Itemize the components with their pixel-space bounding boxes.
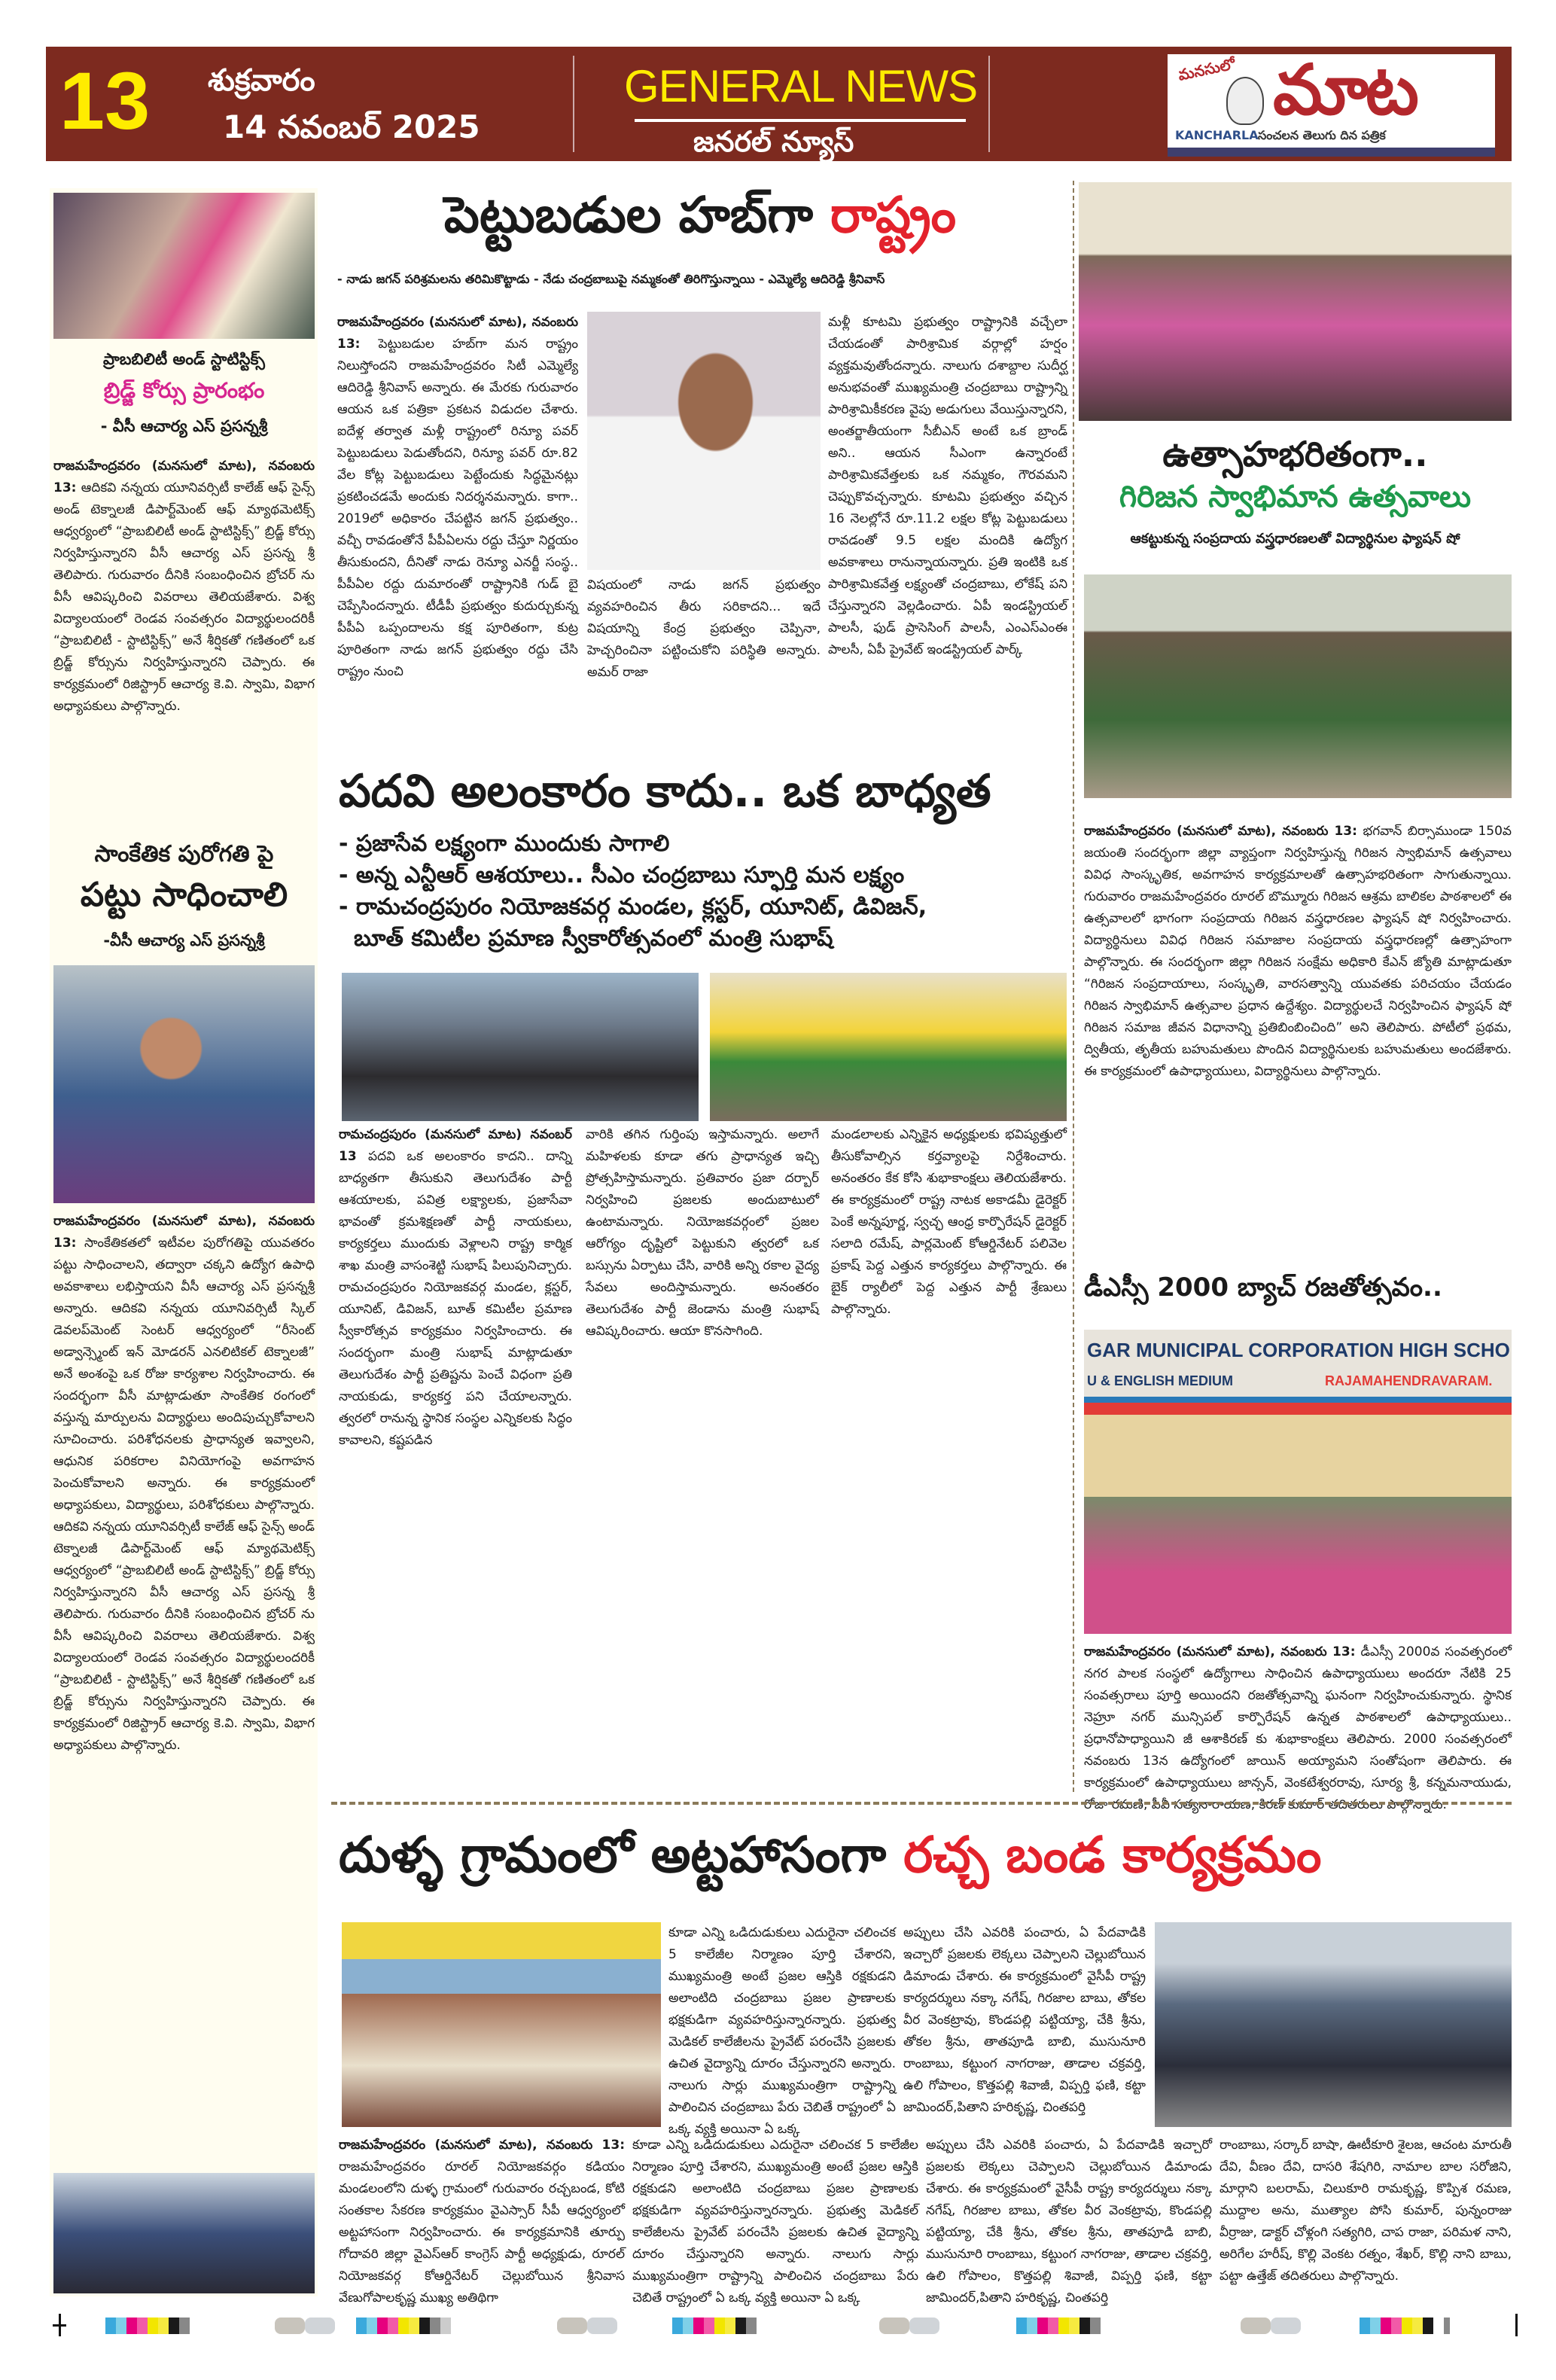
print-color-bar	[356, 2318, 451, 2334]
article-body	[1084, 821, 1512, 1242]
print-gray-patch	[1241, 2318, 1301, 2334]
bike-rally-photo	[342, 973, 699, 1121]
article-text: మళ్లీ కూటమి ప్రభుత్వం రాష్ట్రానికి వచ్చేలా చేయడంతో పారిశ్రామిక వర్గాల్లో హర్షం వ్యక్తమవుతోందన్నారు. నాలుగు దశాబ్దాల సుదీర్ఘ అనుభవంతో ముఖ్యమంత్రి చంద్రబాబు రాష్ట్రాన్ని పారిశ్రామికీకరణ వైపు అడుగులు వేయిస్తున్నారని, అంతర్జాతీయంగా సీబీఎన్ అంటే ఒక బ్రాండ్ అని.. ఆయన సీఎంగా ఉన్నారంటే పారిశ్రామికవేత్తలకు ఒక నమ్మకం, గౌరవమని చెప్పుకొవచ్చన్నారు. కూటమి ప్రభుత్వం వచ్చిన 16 నెలల్లోనే రూ.11.2 లక్షల కోట్ల పెట్టుబడులు రావడంతో 9.5 లక్షల మందికి ఉద్యోగ అవకాశాలు రానున్నాయన్నారు. ప్రతి ఇంటికి ఒక పారిశ్రామికవేత్త లక్ష్యంతో చంద్రబాబు, లోకేష్ పని చేస్తున్నారని వెల్లడించారు. ఏపీ ఇండస్ట్రియల్ పాలసీ, ఫుడ్ ప్రాసెసింగ్ పాలసీ, ఎంఎస్ఎంఈ పాలసీ, ఏపీ ప్రైవేట్ ఇండస్ట్రియల్ పార్క్	[828, 315, 1067, 657]
school-sign-text: U & ENGLISH MEDIUM	[1087, 1373, 1234, 1388]
column-divider	[1073, 181, 1074, 1792]
print-gray-patch	[275, 2318, 335, 2334]
article-body	[587, 574, 821, 755]
headline-black: దుళ్ళ గ్రామంలో అట్టహాసంగా	[339, 1826, 887, 1884]
article-body	[632, 2135, 918, 2327]
headline: పట్టు సాధించాలి	[80, 876, 288, 914]
crop-mark	[53, 2324, 66, 2327]
article-body	[903, 1922, 1146, 2133]
article-body	[339, 2135, 625, 2327]
speaker-photo	[53, 965, 315, 1203]
print-color-bar	[1016, 2318, 1101, 2334]
page-number: 13	[59, 55, 151, 146]
masthead	[46, 47, 1512, 161]
tribal-dress-photo	[1084, 574, 1512, 798]
headline: ఉత్సాహభరితంగా..	[1162, 434, 1428, 474]
issue-date: 14 నవంబర్ 2025	[223, 108, 480, 145]
dateline: రాజమహేంద్రవరం (మనసులో మాట), నవంబరు 13:	[1084, 824, 1357, 839]
article-text: పదవి ఒక అలంకారం కాదని.. దాన్ని బాధ్యతగా తీసుకుని తెలుగుదేశం పార్టీ ఆశయాలకు, పవిత్ర లక్ష్యాలకు, ప్రజాసేవా భావంతో క్రమశిక్షణతో పార్టీ నాయకులు, కార్యకర్తలు ముందుకు వెళ్లాలని రాష్ట్ర కార్మిక శాఖ మంత్రి వాసంశెట్టి సుభాష్ పిలుపునిచ్చారు. రామచంద్రపురం నియోజకవర్గ మండల, క్లస్టర్, యూనిట్, డివిజన్, బూత్ కమిటీల ప్రమాణ స్వీకారోత్సవ కార్యక్రమం నిర్వహించారు. ఈ సందర్భంగా మంత్రి సుభాష్ మాట్లాడుతూ తెలుగుదేశం పార్టీ ప్రతిష్టను పెంచే విధంగా ప్రతి నాయకుడు, కార్యకర్త పని చేయాలన్నారు. త్వరలో రానున్న స్థానిక సంస్థల ఎన్నికలకు సిద్ధం కావాలని, కష్టపడిన	[339, 1149, 573, 1448]
committee-oath-photo	[710, 973, 1067, 1121]
logo-brand: KANCHARLA	[1175, 128, 1259, 142]
dateline: రాజమహేంద్రవరం (మనసులో మాట), నవంబరు 13:	[337, 315, 578, 352]
weekday: శుక్రవారం	[208, 63, 315, 98]
print-gray-patch	[879, 2318, 939, 2334]
section-title-en: GENERAL NEWS	[624, 61, 978, 111]
article-text: రాజమహేంద్రవరం రూరల్ నియోజకవర్గం కడియం మండలంలోని దుళ్ళ గ్రామంలో గురువారం రచ్చబండ, కోటి సంతకాల సేకరణ కార్యక్రమం వైఎస్సార్ సీపీ ఆధ్వర్యంలో అట్టహాసంగా నిర్వహించారు. ఈ కార్యక్రమానికి తూర్పు గోదావరి జిల్లా వైఎస్ఆర్ కాంగ్రెస్ పార్టీ అధ్యక్షుడు, రూరల్ నియోజకవర్గ కోఆర్డినేటర్ చెల్లుబోయిన శ్రీనివాస వేణుగోపాలకృష్ణ ముఖ్య అతిథిగా	[339, 2159, 625, 2305]
article-body	[828, 312, 1067, 756]
divider	[988, 56, 990, 152]
article-body	[586, 1124, 819, 1794]
school-group-photo	[1084, 1330, 1512, 1634]
seminar-photo	[53, 2173, 315, 2293]
print-gray-patch	[557, 2318, 617, 2334]
article-text: అప్పులు చేసి ఎవరికి పంచారు, ఏ పేదవాడికి ఇచ్చారో ప్రజలకు లెక్కలు చెప్పాలని చెల్లుబోయిన డిమాండు చేశారు. ఈ కార్యక్రమంలో వైసీపీ రాష్ట్ర కార్యదర్శులు నక్కా నగేష్, గిరజాల బాబు, తోకల వీర వెంకట్రావు, కొండపల్లి పట్టియ్యా, చేకి శ్రీను, తోకల శ్రీను, తాతపూడి బాబి, ముసునూరి రాంబాబు, కట్టుంగ నాగరాజు, తాడాల చక్రవర్తి, ఉలి గోపాలం, కొత్తపల్లి శివాజీ, విప్పర్తి ఫణి, కట్టా జామిందర్,పితాని హరికృష్ణ, చింతపర్తి	[926, 2138, 1212, 2305]
article-text: డీఎస్సీ 2000వ సంవత్సరంలో నగర పాలక సంస్థలో ఉద్యోగాలు సాధించిన ఉపాధ్యాయులు అందరూ నేటికి 25 సంవత్సరాలు పూర్తి అయిందని రజతోత్సవాన్ని ఘనంగా నిర్వహించుకున్నారు. స్థానిక నెహ్రూ నగర్ మున్సిపల్ కార్పొరేషన్ ఉన్నత పాఠశాలలో ఉపాధ్యాయులు.. ప్రధానోపాధ్యాయిని జీ ఆశాకిరణ్ కు శుభాకాంక్షలు తెలిపారు. 2000 సంవత్సరంలో నవంబరు 13న ఉద్యోగంలో జాయిన్ అయ్యామని సంతోషంగా తెలిపారు. ఈ కార్యక్రమంలో ఉపాధ్యాయులు జాన్సన్, వెంకటేశ్వరరావు, సూర్య శ్రీ, కన్నమనాయుడు, రోజా రమణి, పీవీ సత్యనారాయణ, కిరణ్ కుమార్ తదితరులు పాల్గొన్నారు.	[1084, 1644, 1512, 1812]
article-text: ఆదికవి నన్నయ యూనివర్సిటీ కాలేజ్ ఆఫ్ సైన్స్ అండ్ టెక్నాలజీ డిపార్ట్‌మెంట్ ఆఫ్ మ్యాథమెటిక్స్ ఆధ్వర్యంలో “ప్రాబబిలిటీ అండ్ స్టాటిస్టిక్స్” బ్రిడ్జ్ కోర్సు నిర్వహిస్తున్నారని వీసీ ఆచార్య ఎస్ ప్రసన్న శ్రీ తెలిపారు. గురువారం దీనికి సంబంధించిన బ్రోచర్ ను వీసీ ఆవిష్కరించి వివరాలు తెలియజేశారు. విశ్వ విద్యాలయంలో రెండవ సంవత్సరం విద్యార్థులందరికీ “ప్రాబబిలిటీ - స్టాటిస్టిక్స్” అనే శీర్షికతో గణితంలో ఒక బ్రిడ్జ్ కోర్సును నిర్వహిస్తున్నారని చెప్పారు. ఈ కార్యక్రమంలో రిజిస్ట్రార్ ఆచార్య కె.వి. స్వామి, విభాగ అధ్యాపకులు పాల్గొన్నారు.	[53, 480, 315, 714]
subheadline: ఆకట్టుకున్న సంప్రదాయ వస్త్రధారణలతో విద్యార్థినుల ఫ్యాషన్ షో	[1130, 531, 1460, 547]
article-text: పెట్టుబడుల హబ్‌గా మన రాష్ట్రం నిలుస్తోందని రాజమహేంద్రవరం సిటీ ఎమ్మెల్యే ఆదిరెడ్డి శ్రీనివాస్ అన్నారు. ఈ మేరకు గురువారం ఆయన ఒక పత్రికా ప్రకటన విడుదల చేశారు. ఐదేళ్ల తర్వాత మళ్లీ రాష్ట్రంలో రిన్యూ పవర్ పెట్టుబడులు పెడుతోందని, రిన్యూ పవర్ రూ.82 వేల కోట్ల పెట్టుబడులు పెట్టేందుకు సిద్ధమైనట్లు ప్రకటించడమే అందుకు నిదర్శనమన్నారు. కాగా.. 2019లో అధికారం చేపట్టిన జగన్ ప్రభుత్వం.. వచ్చీ రావడంతోనే పీపీఏలను రద్దు చేస్తూ నిర్ణయం తీసుకుందని, దీనితో నాడు రెన్యూ ఎనర్జీ సంస్థ.. పీపీఏల రద్దు దుమారంతో రాష్ట్రానికి గుడ్ బై చెప్పేసిందన్నారు. టీడీపీ ప్రభుత్వం కుదుర్చుకున్న పీపీఏ ఒప్పందాలను కక్ష పూరితంగా, కుట్ర పూరితంగా నాడు జగన్ ప్రభుత్వం రద్దు చేసి రాష్ట్రం నుంచి	[337, 337, 579, 679]
article-text: విషయంలో నాడు జగన్ ప్రభుత్వం వ్యవహరించిన తీరు సరికాదని... ఇదే విషయాన్ని కేంద్ర ప్రభుత్వం చెప్పినా, హెచ్చరించినా పట్టించుకోని పరిస్థితి అన్నారు. అమర్ రాజా	[587, 577, 821, 680]
divider	[573, 56, 574, 152]
article-body	[668, 1922, 896, 2137]
headline-kicker: సాంకేతిక పురోగతి పై	[94, 841, 274, 867]
headline-red: రాష్ట్రం	[830, 186, 957, 244]
headline: గిరిజన స్వాభిమాన ఉత్సవాలు	[1119, 480, 1472, 514]
section-divider	[331, 1802, 1512, 1805]
logo-main-text: మాట	[1273, 50, 1416, 130]
print-color-bar	[672, 2318, 757, 2334]
article-text: అప్పులు చేసి ఎవరికి పంచారు, ఏ పేదవాడికి ఇచ్చారో ప్రజలకు లెక్కలు చెప్పాలని చెల్లుబోయిన డిమాండు చేశారు. ఈ కార్యక్రమంలో వైసీపీ రాష్ట్ర కార్యదర్శులు నక్కా నగేష్, గిరజాల బాబు, తోకల వీర వెంకట్రావు, కొండపల్లి పట్టియ్యా, చేకి శ్రీను, తోకల శ్రీను, తాతపూడి బాబి, ముసునూరి రాంబాబు, కట్టుంగ నాగరాజు, తాడాల చక్రవర్తి, ఉలి గోపాలం, కొత్తపల్లి శివాజీ, విప్పర్తి ఫణి, కట్టా జామిందర్,పితాని హరికృష్ణ, చింతపర్తి	[903, 1925, 1146, 2115]
section-title-te: జనరల్ న్యూస్	[693, 125, 854, 158]
article-body	[53, 1211, 315, 2167]
article-body	[339, 1124, 572, 1794]
dateline: రాజమహేంద్రవరం (మనసులో మాట), నవంబరు 13:	[53, 459, 315, 495]
byline: - వీసీ ఆచార్య ఎస్ ప్రసన్నశ్రీ	[100, 417, 268, 435]
headline: పదవి అలంకారం కాదు.. ఒక బాధ్యత	[339, 765, 991, 818]
school-sign-text: GAR MUNICIPAL CORPORATION HIGH SCHO	[1087, 1339, 1510, 1361]
divider	[635, 119, 966, 122]
logo-top-text: మనసులో	[1176, 54, 1237, 84]
lead-subheadline: - నాడు జగన్ పరిశ్రమలను తరిమికొట్టాడు - నేడు చంద్రబాబుపై నమ్మకంతో తిరిగొస్తున్నాయి - ఎమ్మెల్యే ఆదిరెడ్డి శ్రీనివాస్	[337, 272, 885, 286]
lead-headline	[331, 188, 1069, 243]
mla-portrait-photo	[587, 312, 821, 570]
byline: -వీసీ ఆచార్య ఎస్ ప్రసన్నశ్రీ	[103, 931, 265, 949]
print-color-bar	[105, 2318, 190, 2334]
bullet-point: బూత్ కమిటీల ప్రమాణ స్వీకారోత్సవంలో మంత్రి సుభాష్	[354, 925, 833, 952]
rachabanda-photo	[342, 1922, 661, 2127]
headline: బ్రిడ్జ్ కోర్సు ప్రారంభం	[103, 378, 265, 403]
article-text: భగవాన్ బిర్సాముండా 150వ జయంతి సందర్భంగా జిల్లా వ్యాప్తంగా నిర్వహిస్తున్న గిరిజన స్వాభిమాన్ ఉత్సవాలు వివిధ సాంస్కృతిక, అవగాహన కార్యక్రమాలతో ఉత్సాహభరితంగా సాగుతున్నాయి. గురువారం రాజమహేంద్రవరం రూరల్ బొమ్మూరు గిరిజన ఆశ్రమ బాలికల పాఠశాలలో ఈ ఉత్సవాలలో భాగంగా సంప్రదాయ గిరిజన వస్త్రధారణల ఫ్యాషన్ షో నిర్వహించారు. విద్యార్థినులు వివిధ గిరిజన సమాజాల సంప్రదాయ వస్త్రధారణల్లో ఉత్సాహంగా పాల్గొన్నారు. ఈ సందర్భంగా జిల్లా గిరిజన సంక్షేమ అధికారి కేఎన్ జ్యోతి మాట్లాడుతూ “గిరిజన సంప్రదాయాలు, సంస్కృతి, వారసత్వాన్ని యువతకు పరిచయం చేయడం గిరిజన స్వాభిమాన్ ఉత్సవాల ప్రధాన ఉద్దేశ్యం. విద్యార్థులచే నిర్వహించిన ఫ్యాషన్ షో గిరిజన సమాజ జీవన విధానాన్ని ప్రతిబింబించింది” అని తెలిపారు. పోటీలో ప్రథమ, ద్వితీయ, తృతీయ బహుమతులు పొందిన విద్యార్థినులకు బహుమతులు అందజేశారు. ఈ కార్యక్రమంలో ఉపాధ్యాయులు, విద్యార్థినులు పాల్గొన్నారు.	[1084, 824, 1512, 1079]
headline: ప్రాబబిలిటీ అండ్ స్టాటిస్టిక్స్	[103, 350, 265, 368]
bullet-point: - అన్న ఎన్టీఆర్ ఆశయాలు.. సీఎం చంద్రబాబు స్ఫూర్తి మన లక్ష్యం	[339, 862, 905, 888]
bullet-point: - రామచంద్రపురం నియోజకవర్గ మండల, క్లస్టర్, యూనిట్, డివిజన్,	[339, 894, 927, 920]
headline-black: పెట్టుబడుల హబ్‌గా	[443, 186, 814, 244]
headline-red: రచ్చ బండ కార్యక్రమం	[903, 1826, 1322, 1884]
article-text: రాంబాబు, సర్కార్ బాషా, ఊటీకూరి శైలజ, ఆచంట మారుతీ దేవి, వీణం దేవి, దాసరి శేషగిరి, నామాల బాల సరోజిని, మార్గాని బలరామ్, చిలుకూరి రామకృష్ణ, కొప్పిశ రమణ, ముద్దాల అను, ముత్యాల పోసి కుమార్, పున్నంరాజు వీర్రాజు, డాక్టర్ చోళ్లంగి సత్యగిరి, చాప రాజా, పరిమళ నాని, అరిగేల హరీష్, కొల్లి వెంకట రత్నం, శేఖర్, కొల్లి నాని బాబు, పట్టా ఉత్తేజ్ తదితరులు పాల్గొన్నారు.	[1220, 2138, 1512, 2284]
headline: డీఎస్సీ 2000 బ్యాచ్ రజతోత్సవం..	[1084, 1272, 1442, 1303]
dateline: రాజమహేంద్రవరం (మనసులో మాట), నవంబరు 13:	[1084, 1644, 1356, 1659]
article-text: వారికి తగిన గుర్తింపు ఇస్తామన్నారు. అలాగే మహిళలకు కూడా తగు ప్రాధాన్యత ఇచ్చి ప్రోత్సహిస్తామన్నారు. ప్రతివారం ప్రజా దర్బార్ నిర్వహించి ప్రజలకు అందుబాటులో ఉంటామన్నారు. నియోజకవర్గంలో ప్రజల ఆరోగ్యం దృష్టిలో పెట్టుకుని త్వరలో ఒక బస్సును ఏర్పాటు చేసి, వారికి అన్ని రకాల వైద్య సేవలు అందిస్తామన్నారు. అనంతరం తెలుగుదేశం పార్టీ జెండాను మంత్రి సుభాష్ ఆవిష్కరించారు. ఆయా కొనసాగింది.	[586, 1127, 819, 1339]
fashion-show-photo	[1079, 182, 1512, 421]
article-text: ఆదికవి నన్నయ యూనివర్సిటీ కాలేజ్ ఆఫ్ సైన్స్ అండ్ టెక్నాలజీ డిపార్ట్‌మెంట్ ఆఫ్ మ్యాథమెటిక్స్ ఆధ్వర్యంలో “ప్రాబబిలిటీ అండ్ స్టాటిస్టిక్స్” బ్రిడ్జ్ కోర్సు నిర్వహిస్తున్నారని వీసీ ఆచార్య ఎస్ ప్రసన్న శ్రీ తెలిపారు. గురువారం దీనికి సంబంధించిన బ్రోచర్ ను వీసీ ఆవిష్కరించి వివరాలు తెలియజేశారు. విశ్వ విద్యాలయంలో రెండవ సంవత్సరం విద్యార్థులందరికీ “ప్రాబబిలిటీ - స్టాటిస్టిక్స్” అనే శీర్షికతో గణితంలో ఒక బ్రిడ్జ్ కోర్సును నిర్వహిస్తున్నారని చెప్పారు. ఈ కార్యక్రమంలో రిజిస్ట్రార్ ఆచార్య కె.వి. స్వామి, విభాగ అధ్యాపకులు పాల్గొన్నారు.	[53, 1519, 315, 1753]
headline	[339, 1826, 1512, 1896]
article-body	[1220, 2135, 1512, 2327]
article-body	[831, 1124, 1067, 1794]
newspaper-logo	[1168, 50, 1495, 157]
article-body	[337, 312, 578, 756]
certificate-photo	[53, 193, 315, 339]
article-text: కూడా ఎన్ని ఒడిదుడుకులు ఎదురైనా చలించక 5 కాలేజీల నిర్మాణం పూర్తి చేశారని, ముఖ్యమంత్రి అంటే ప్రజల ఆస్తికి రక్షకుడని అలాంటిది చంద్రబాబు ప్రజల ప్రాణాలకు భక్షకుడిగా వ్యవహరిస్తున్నారన్నారు. ప్రభుత్వ మెడికల్ కాలేజీలను ప్రైవేట్ పరంచేసి ప్రజలకు ఉచిత వైద్యాన్ని దూరం చేస్తున్నారని అన్నారు. నాలుగు సార్లు ముఖ్యమంత్రిగా రాష్ట్రాన్ని పాలించిన చంద్రబాబు పేరు చెబితే రాష్ట్రంలో ఏ ఒక్క వ్యక్తి అయినా ఏ ఒక్క	[632, 2138, 918, 2305]
article-body	[1084, 1641, 1512, 1812]
dateline: రాజమహేంద్రవరం (మనసులో మాట), నవంబరు 13:	[339, 2138, 625, 2153]
article-text: సాంకేతికతలో ఇటీవల పురోగతిపై యువతరం పట్టు సాధించాలని, తద్వారా చక్కని ఉద్యోగ ఉపాధి అవకాశాలు లభిస్తాయని వీసీ ఆచార్య ఎస్ ప్రసన్నశ్రీ అన్నారు. ఆదికవి నన్నయ యూనివర్సిటీ స్కిల్ డెవలప్‌మెంట్ సెంటర్ ఆధ్వర్యంలో “రీసెంట్ అడ్వాన్స్మెంట్ ఇన్ మోడరన్ ఎనలిటికల్ టెక్నాలజీ” అనే అంశంపై ఒక రోజు కార్యశాల నిర్వహించారు. ఈ సందర్భంగా వీసీ మాట్లాడుతూ సాంకేతిక రంగంలో వస్తున్న మార్పులను విద్యార్థులు అందిపుచ్చుకోవాలని సూచించారు. పరిశోధనలకు ప్రాధాన్యత ఇవ్వాలని, ఆధునిక పరికరాల వినియోగంపై అవగాహన పెంచుకోవాలని అన్నారు. ఈ కార్యక్రమంలో అధ్యాపకులు, విద్యార్థులు, పరిశోధకులు పాల్గొన్నారు.	[53, 1236, 315, 1513]
logo-portrait-icon	[1226, 77, 1264, 125]
bullet-point: - ప్రజాసేవ లక్ష్యంగా ముందుకు సాగాలి	[339, 830, 670, 857]
print-color-bar	[1360, 2318, 1450, 2334]
article-body	[926, 2135, 1212, 2327]
dateline: రాజమహేంద్రవరం (మనసులో మాట), నవంబరు 13:	[53, 1214, 315, 1251]
crop-mark	[1515, 2314, 1518, 2336]
logo-tagline: సంచలన తెలుగు దిన పత్రిక	[1258, 128, 1386, 142]
article-body	[53, 456, 315, 832]
village-meeting-photo	[1155, 1922, 1512, 2127]
article-text: మండలాలకు ఎన్నికైన అధ్యక్షులకు భవిష్యత్తులో తీసుకోవాల్సిన కర్తవ్యాలపై నిర్దేశించారు. అనంతరం కేక కోసి శుభాకాంక్షలు తెలియజేశారు. ఈ కార్యక్రమంలో రాష్ట్ర నాటక అకాడమీ డైరెక్టర్ పెంకే అన్నపూర్ణ, స్వచ్ఛ ఆంధ్ర కార్పొరేషన్ డైరెక్టర్ సలాది రమేష్, పార్లమెంట్ కోఆర్డినేటర్ పలివెల ప్రకాష్ పెద్ద ఎత్తున కార్యకర్తలు పాల్గొన్నారు. ఈ బైక్ ర్యాలీలో పెద్ద ఎత్తున పార్టీ శ్రేణులు పాల్గొన్నారు.	[831, 1127, 1067, 1317]
school-sign-text: RAJAMAHENDRAVARAM.	[1325, 1373, 1493, 1388]
dateline: రామచంద్రపురం (మనసులో మాట) నవంబర్ 13	[339, 1127, 572, 1164]
article-text: కూడా ఎన్ని ఒడిదుడుకులు ఎదురైనా చలించక 5 కాలేజీల నిర్మాణం పూర్తి చేశారని, ముఖ్యమంత్రి అంటే ప్రజల ఆస్తికి రక్షకుడని అలాంటిది చంద్రబాబు ప్రజల ప్రాణాలకు భక్షకుడిగా వ్యవహరిస్తున్నారన్నారు. ప్రభుత్వ మెడికల్ కాలేజీలను ప్రైవేట్ పరంచేసి ప్రజలకు ఉచిత వైద్యాన్ని దూరం చేస్తున్నారని అన్నారు. నాలుగు సార్లు ముఖ్యమంత్రిగా రాష్ట్రాన్ని పాలించిన చంద్రబాబు పేరు చెబితే రాష్ట్రంలో ఏ ఒక్క వ్యక్తి అయినా ఏ ఒక్క	[668, 1925, 896, 2137]
